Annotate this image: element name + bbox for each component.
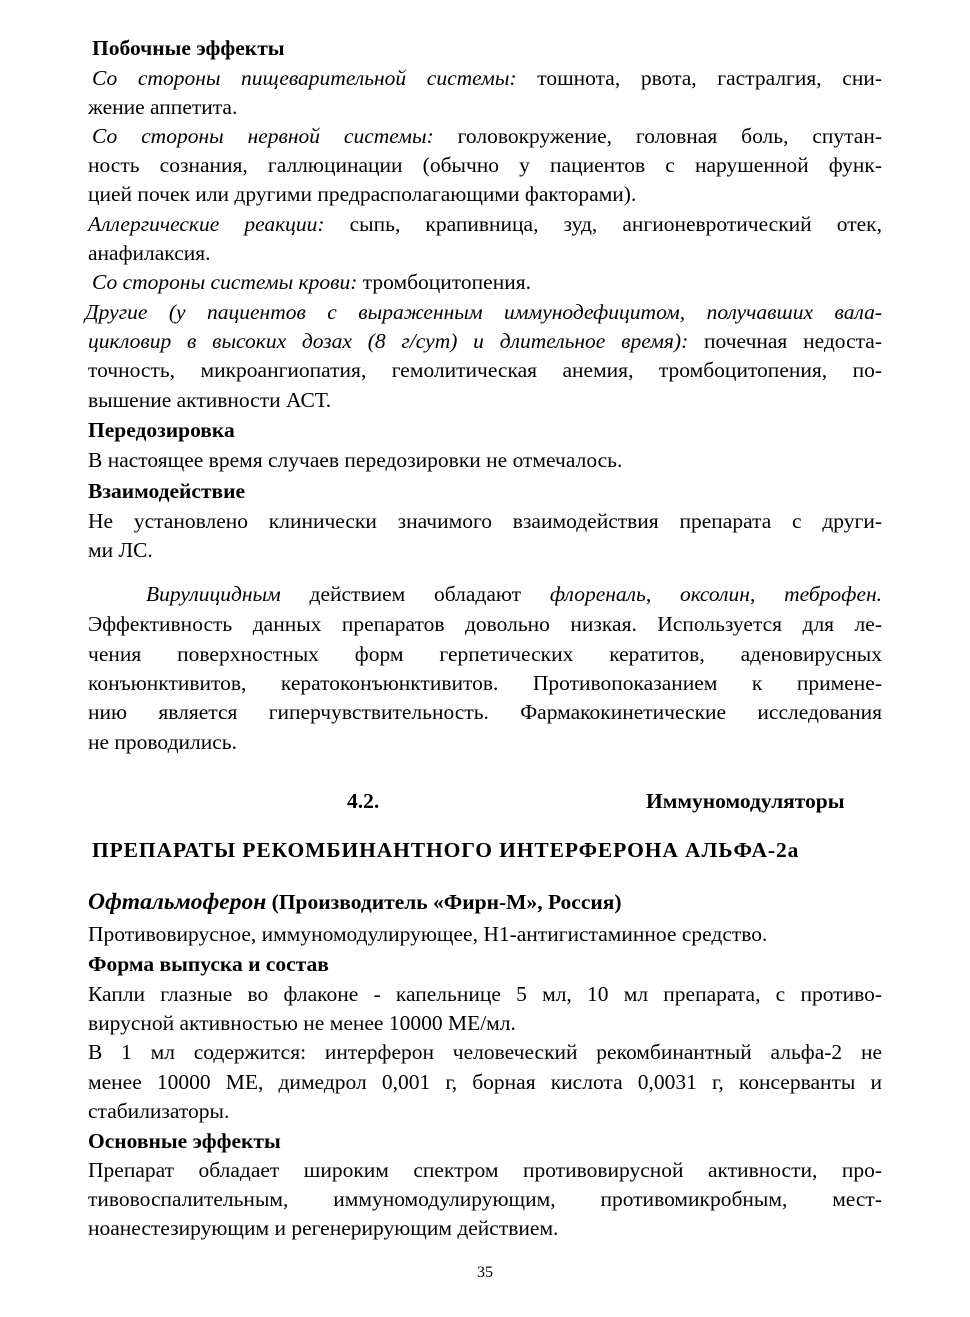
effects-line-3: ноанестезирующим и регенерирующим действием.	[88, 1216, 559, 1240]
drug-manufacturer: (Производитель «Фирн-М», Россия)	[271, 890, 622, 914]
interaction-heading: Взаимодействие	[88, 479, 246, 503]
effects-heading: Основные эффекты	[88, 1129, 281, 1153]
effects-line-1: Препарат обладает широким спектром противовирусной активности, про-	[88, 1158, 882, 1182]
section-number: 4.2.	[347, 789, 380, 813]
other-line-2: цикловир в высоких дозах (8 г/сут) и длительное время): почечная недоста-	[88, 329, 882, 353]
composition-line-1: В 1 мл содержится: интерферон человеческий рекомбинантный альфа-2 не	[88, 1040, 882, 1064]
digestive-line-2: жение аппетита.	[88, 95, 238, 119]
interaction-line-2: ми ЛС.	[88, 538, 153, 562]
allergic-line-1: Аллергические реакции: сыпь, крапивница, зуд, ангионевротический отек,	[88, 212, 882, 236]
nervous-line-2: ность сознания, галлюцинации (обычно у пациентов с нарушенной функ-	[88, 153, 882, 177]
section-subtitle: ПРЕПАРАТЫ РЕКОМБИНАНТНОГО ИНТЕРФЕРОНА АЛЬФА-2а	[92, 838, 800, 862]
other-line-1: Другие (у пациентов с выраженным иммунодефицитом, получавших вала-	[85, 300, 882, 324]
drug-title-line	[88, 888, 622, 918]
virucidal-line-3: чения поверхностных форм герпетических кератитов, аденовирусных	[88, 642, 882, 666]
drug-description: Противовирусное, иммуномодулирующее, Н1-антигистаминное средство.	[88, 922, 768, 946]
virucidal-line-2: Эффективность данных препаратов довольно низкая. Используется для ле-	[88, 612, 882, 636]
composition-line-2: менее 10000 МЕ, димедрол 0,001 г, борная кислота 0,0031 г, консерванты и	[88, 1070, 882, 1094]
overdose-text: В настоящее время случаев передозировки не отмечалось.	[88, 448, 623, 472]
composition-line-3: стабилизаторы.	[88, 1099, 230, 1123]
virucidal-line-4: конъюнктивитов, кератоконъюнктивитов. Противопоказанием к примене-	[88, 671, 882, 695]
nervous-line-1: Со стороны нервной системы: головокружение, головная боль, спутан-	[92, 124, 882, 148]
section-title: Иммуномодуляторы	[646, 789, 845, 813]
virucidal-line-6: не проводились.	[88, 730, 237, 754]
form-line-2: вирусной активностью не менее 10000 МЕ/мл.	[88, 1011, 516, 1035]
interaction-line-1: Не установлено клинически значимого взаимодействия препарата с други-	[88, 509, 882, 533]
other-line-4: вышение активности АСТ.	[88, 388, 332, 412]
form-line-1: Капли глазные во флаконе - капельнице 5 мл, 10 мл препарата, с противо-	[88, 982, 882, 1006]
overdose-heading: Передозировка	[88, 418, 235, 442]
nervous-line-3: цией почек или другими предрасполагающими факторами).	[88, 182, 637, 206]
blood-line: Со стороны системы крови: тромбоцитопения.	[92, 270, 531, 294]
virucidal-line-5: нию является гиперчувствительность. Фармакокинетические исследования	[88, 700, 882, 724]
drug-name: Офтальмоферон	[88, 889, 267, 915]
digestive-line-1: Со стороны пищеварительной системы: тошнота, рвота, гастралгия, сни-	[92, 66, 882, 90]
side-effects-heading: Побочные эффекты	[92, 36, 285, 60]
effects-line-2: тивовоспалительным, иммуномодулирующим, противомикробным, мест-	[88, 1187, 882, 1211]
page-number: 35	[477, 1264, 493, 1281]
other-line-3: точность, микроангиопатия, гемолитическая анемия, тромбоцитопения, по-	[88, 358, 882, 382]
allergic-line-2: анафилаксия.	[88, 241, 211, 265]
form-heading: Форма выпуска и состав	[88, 952, 329, 976]
virucidal-line-1: Вирулицидным действием обладают флореналь, оксолин, теброфен.	[146, 582, 883, 606]
